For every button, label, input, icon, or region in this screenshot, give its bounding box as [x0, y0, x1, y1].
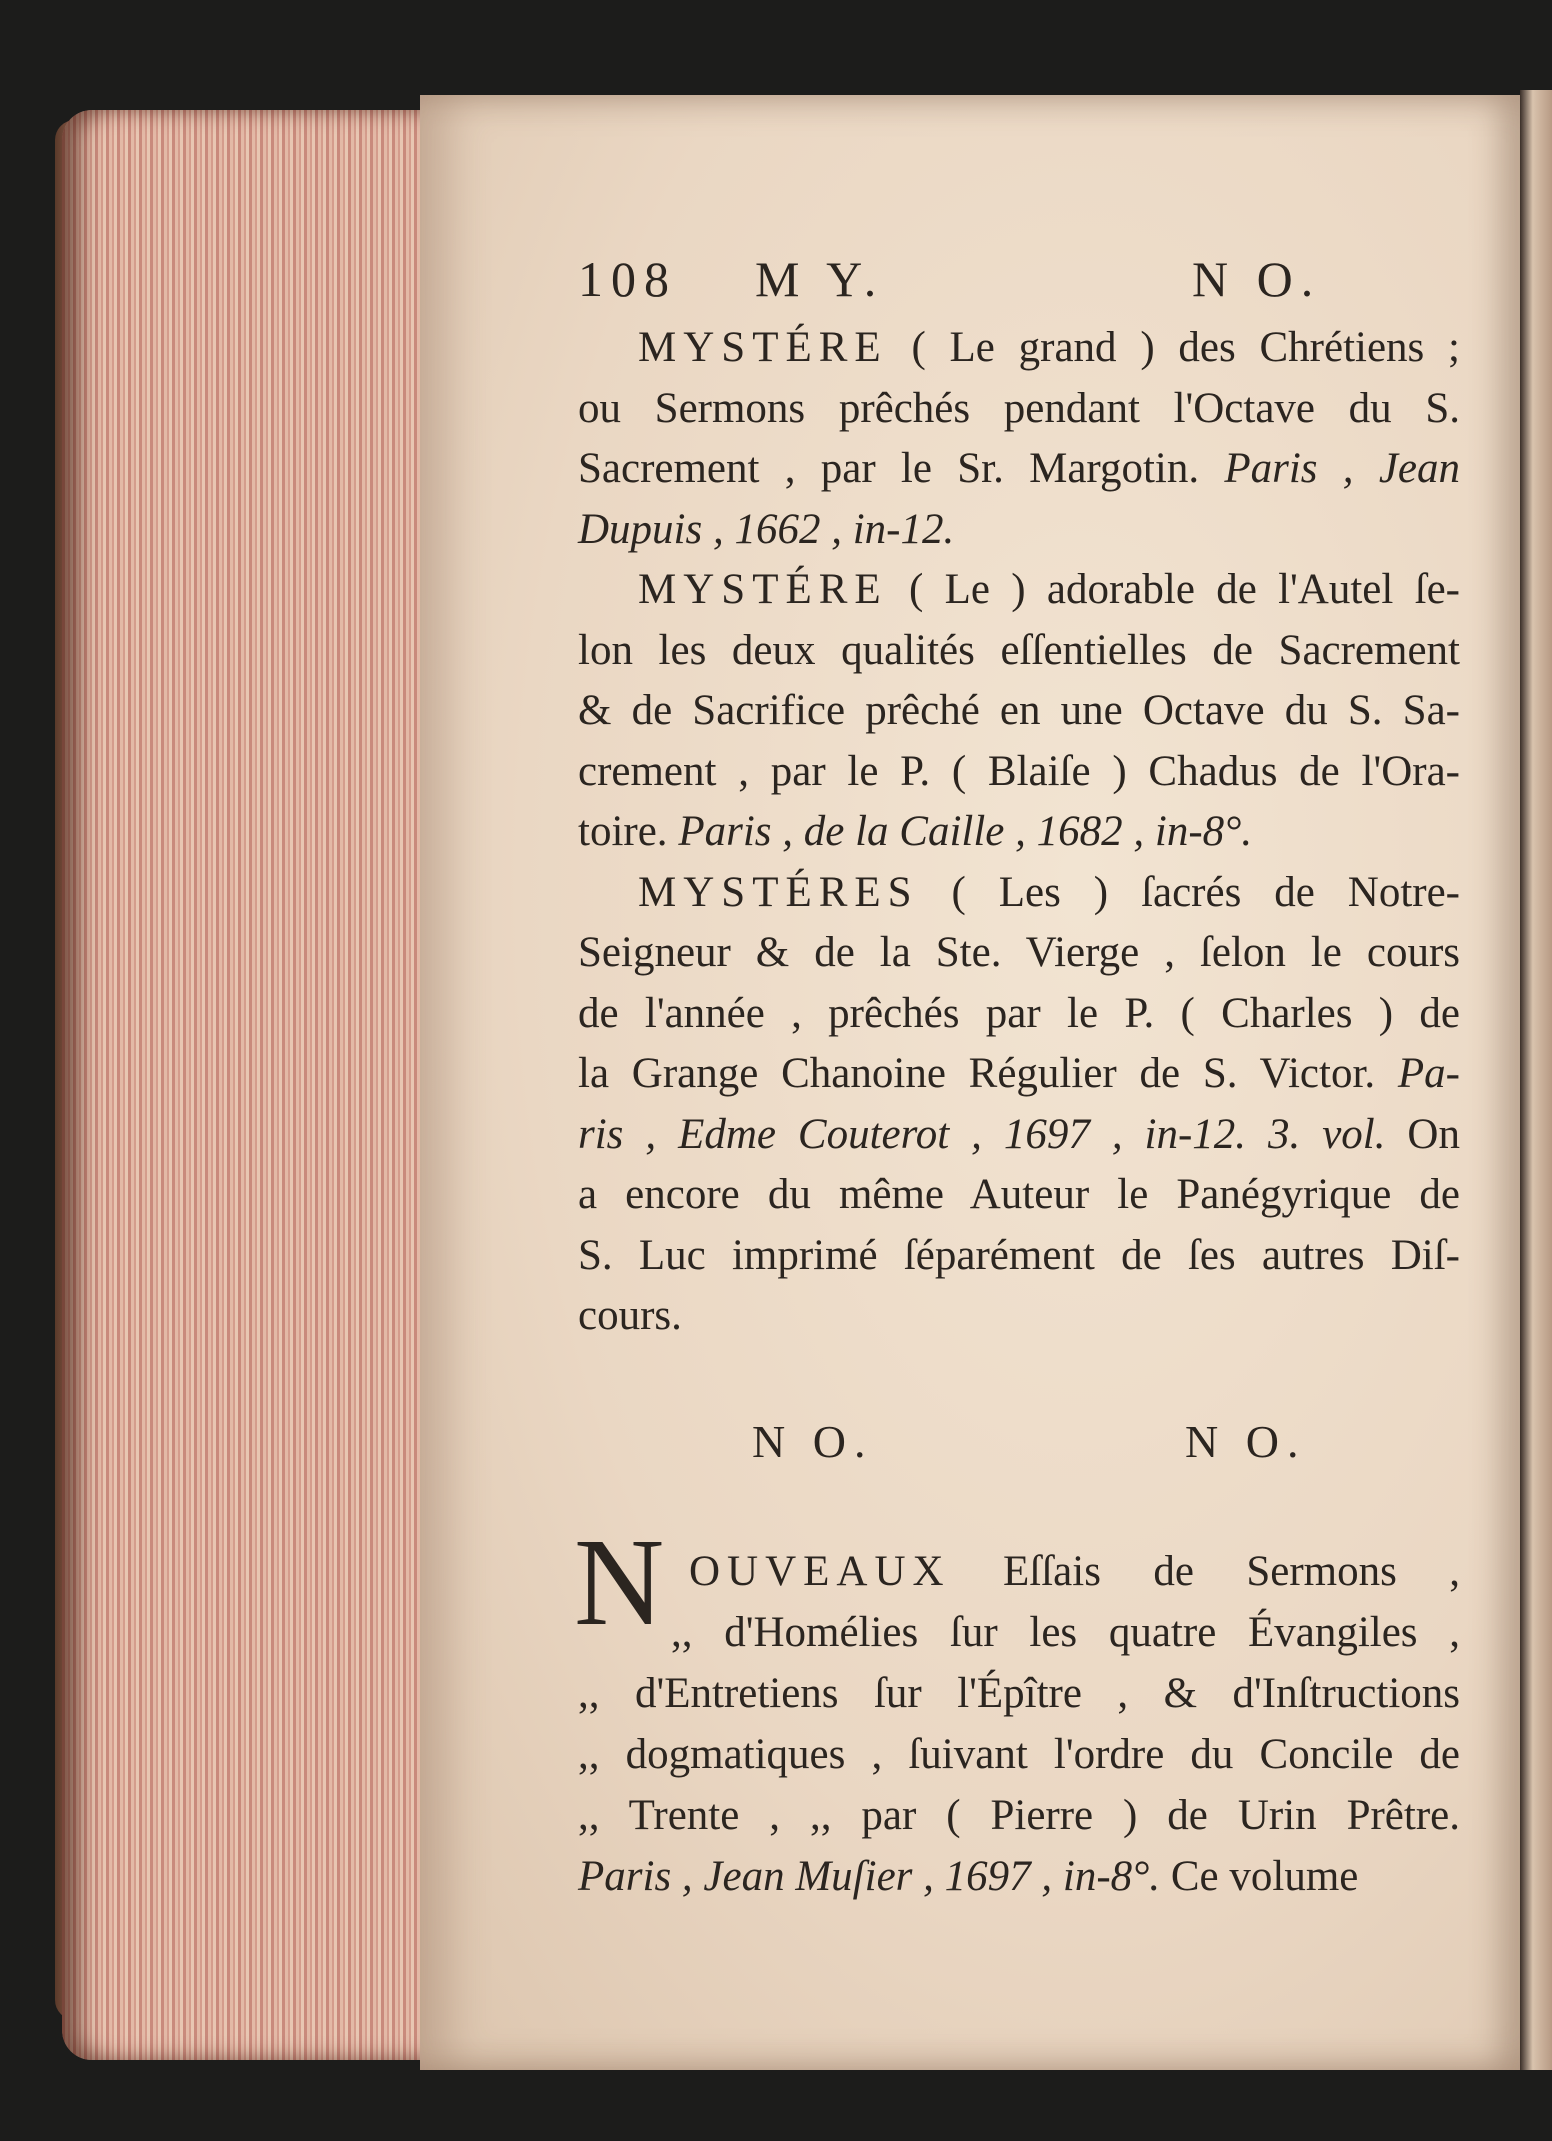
text-span: cours.	[578, 1292, 682, 1339]
entry-title: OUVEAUX	[689, 1548, 951, 1595]
text-line	[578, 439, 1460, 499]
running-head-right: N O.	[1192, 251, 1322, 307]
text-line	[578, 560, 1460, 620]
text-span: ,, dogmatiques , ſuivant l'ordre du Concile de	[578, 1731, 1460, 1778]
entry-title: MYSTÉRE	[638, 324, 888, 371]
text-line	[578, 1226, 1460, 1286]
italic-text: Pa-	[1397, 1050, 1460, 1097]
text-span: ( Le grand ) des Chrétiens ;	[887, 324, 1460, 371]
text-span: On	[1385, 1110, 1460, 1158]
text-line	[578, 1664, 1460, 1724]
text-line	[578, 318, 1460, 378]
text-line	[578, 923, 1460, 983]
text-span: Ce volume	[1160, 1853, 1359, 1900]
text-line	[578, 802, 1460, 862]
text-line	[578, 742, 1460, 802]
italic-text: ris , Edme Couterot , 1697 , in-12. 3. vol.	[578, 1110, 1386, 1158]
text-line	[578, 1725, 1460, 1785]
drop-cap: N	[574, 1514, 665, 1652]
text-line	[578, 500, 1460, 560]
italic-text: Paris , Jean	[1224, 445, 1460, 492]
text-span: Sacrement , par le Sr. Margotin.	[578, 445, 1225, 492]
text-line	[578, 1105, 1460, 1165]
text-span: la Grange Chanoine Régulier de S. Victor.	[578, 1050, 1398, 1097]
text-span: Seigneur & de la Ste. Vierge , ſelon le cours	[578, 929, 1460, 976]
text-span: ,, d'Entretiens ſur l'Épître , & d'Inſtructions	[578, 1670, 1460, 1717]
text-span: & de Sacrifice prêché en une Octave du S. Sa-	[578, 687, 1460, 734]
text-line	[578, 863, 1460, 923]
text-span: Eſſais de Sermons ,	[950, 1548, 1460, 1595]
running-head-left: M Y.	[755, 251, 885, 307]
entry-title: MYSTÉRES	[638, 868, 919, 916]
text-span: de l'année , prêchés par le P. ( Charles ) de	[578, 989, 1460, 1037]
text-line	[689, 1542, 1460, 1602]
text-span: ou Sermons prêchés pendant l'Octave du S.	[578, 384, 1460, 432]
text-span: crement , par le P. ( Blaiſe ) Chadus de l'Ora-	[578, 747, 1460, 795]
italic-text: Dupuis , 1662 , in-12.	[578, 505, 955, 553]
italic-text: Paris , de la Caille , 1682 , in-8°.	[678, 808, 1253, 855]
text-line	[578, 1286, 1460, 1346]
text-span: lon les deux qualités eſſentielles de Sacrement	[578, 626, 1460, 674]
section-heading-left: N O.	[752, 1416, 874, 1467]
text-line	[578, 621, 1460, 681]
text-line	[671, 1603, 1460, 1663]
text-line	[578, 984, 1460, 1044]
text-line	[578, 1847, 1460, 1907]
text-span: ( Le ) adorable de l'Autel ſe-	[887, 566, 1460, 613]
page-number: 108	[578, 251, 677, 307]
text-span: S. Luc imprimé ſéparément de ſes autres Diſ-	[578, 1231, 1460, 1279]
text-line	[578, 1165, 1460, 1225]
text-span: toire.	[578, 808, 679, 855]
text-span: ,, Trente , ,, par ( Pierre ) de Urin Prêtre.	[578, 1792, 1460, 1839]
page-edges	[62, 110, 427, 2060]
text-line	[578, 681, 1460, 741]
italic-text: Paris , Jean Muſier , 1697 , in-8°.	[578, 1853, 1161, 1900]
text-span: ( Les ) ſacrés de Notre-	[918, 868, 1460, 916]
text-span: ,, d'Homélies ſur les quatre Évangiles ,	[671, 1609, 1460, 1656]
text-line	[578, 1044, 1460, 1104]
text-line	[578, 379, 1460, 439]
entry-title: MYSTÉRE	[638, 566, 888, 613]
text-line	[578, 1786, 1460, 1846]
section-heading-right: N O.	[1185, 1416, 1307, 1467]
facing-page-edge	[1520, 90, 1552, 2070]
text-span: a encore du même Auteur le Panégyrique de	[578, 1171, 1460, 1218]
